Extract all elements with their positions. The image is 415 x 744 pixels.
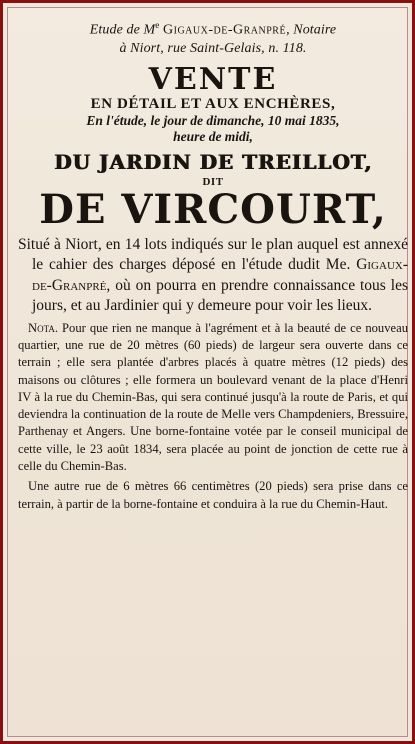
description-text-before: Situé à Niort, en 14 lots indiqués sur le plan auquel est annexé le cahier des charges déposé en l'étude dudit Me.	[18, 235, 408, 274]
description-text-after: , où on pourra en prendre connaissance tous les jours, et au Jardinier qui y demeure pour voir les lieux.	[32, 276, 408, 315]
description-notary-name: Gigaux-de-Granpré	[32, 256, 408, 294]
sale-date-line: En l'étude, le jour de dimanche, 10 mai 1835,	[86, 112, 340, 128]
sale-time-line: heure de midi,	[173, 128, 253, 144]
clipping-inner-border	[7, 7, 408, 737]
notary-address: à Niort, rue Saint-Gelais, n. 118.	[119, 40, 307, 56]
property-dit: DIT	[202, 175, 224, 188]
property-name-line-2: DE VIRCOURT,	[39, 185, 387, 233]
notary-name: Gigaux-de-Granpré	[163, 22, 287, 38]
notary-header-line-1	[18, 16, 408, 40]
nota-paragraph	[18, 320, 408, 476]
nota-text: Pour que rien ne manque à l'agrément et à la beauté de ce nouveau quartier, une rue de 20 mètres (60 pieds) de largeur sera ouverte dans ce terrain ; elle sera plantée d'arbres placés à quatre mètres (12 pieds) des maisons ou clôtures ; elle formera un boulevard venant de la place d'Henri IV à la rue du Chemin-Bas, qui sera continué jusqu'à la route de Paris, et qui deviendra la continuation de la route de Melle vers Champdeniers, Bressuire, Parthenay et Angers. Une borne-fontaine votée par le conseil municipal de cette ville, le 23 août 1834, sera placée au point de jonction de cette rue à celle du Chemin-Bas.	[18, 320, 408, 474]
etude-superscript: e	[155, 20, 160, 30]
description-paragraph	[18, 235, 408, 317]
nota-label: Nota.	[28, 320, 59, 335]
second-street-paragraph: Une autre rue de 6 mètres 66 centimètres (20 pieds) sera prise dans ce terrain, à partir de la borne-fontaine et conduira à la rue du Chemin-Haut.	[18, 479, 408, 511]
notary-header	[18, 16, 408, 58]
property-name-line-1: DU JARDIN DE TREILLOT,	[53, 149, 373, 174]
sale-subtitle: EN DÉTAIL ET AUX ENCHÈRES,	[90, 95, 336, 112]
page-title: VENTE	[148, 61, 278, 97]
announcement-content	[18, 16, 408, 513]
etude-prefix: Etude de M	[89, 22, 156, 38]
notary-title: , Notaire	[286, 22, 337, 38]
